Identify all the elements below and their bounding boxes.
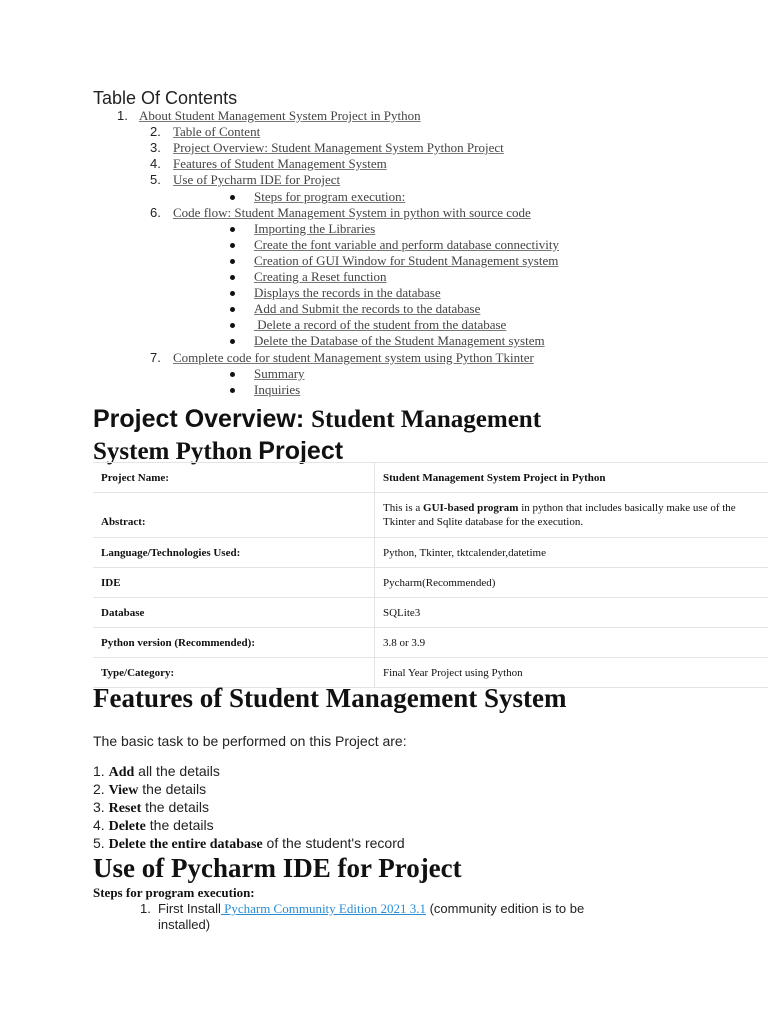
toc-link[interactable]: Features of Student Management System — [173, 156, 387, 171]
toc-item[interactable] — [150, 124, 260, 140]
toc-link[interactable]: Steps for program execution: — [254, 189, 406, 204]
list-number: 2. — [93, 781, 109, 797]
features-heading: Features of Student Management System — [93, 683, 567, 713]
table-row — [93, 493, 768, 538]
list-item — [93, 816, 214, 834]
list-item — [93, 798, 209, 816]
list-bold: Reset — [108, 801, 142, 816]
toc-link[interactable]: Delete a record of the student from the database — [254, 317, 507, 332]
bullet-icon — [230, 291, 235, 296]
steps-label: Steps for program execution: — [93, 885, 255, 900]
toc-item[interactable] — [150, 350, 534, 366]
table-key: Language/Technologies Used: — [93, 538, 375, 568]
step-text: First Install — [158, 901, 221, 916]
toc-item[interactable] — [254, 366, 305, 382]
list-number: 5. — [93, 835, 109, 851]
step-text: (community edition is to be — [425, 901, 585, 916]
list-bold: Add — [108, 765, 135, 780]
toc-link[interactable]: Code flow: Student Management System in python with source code — [173, 205, 531, 220]
bullet-icon — [230, 388, 235, 393]
pycharm-heading: Use of Pycharm IDE for Project — [93, 853, 462, 883]
table-key: Type/Category: — [93, 658, 375, 688]
toc-item[interactable] — [254, 237, 559, 253]
features-intro: The basic task to be performed on this Project are: — [93, 733, 407, 749]
toc-item-number: 6. — [150, 205, 161, 220]
list-text: the details — [138, 781, 207, 797]
toc-item[interactable] — [254, 382, 300, 398]
bullet-icon — [230, 227, 235, 232]
toc-link[interactable]: Table of Content — [173, 124, 261, 139]
list-item — [93, 780, 206, 798]
list-number: 1. — [140, 901, 151, 916]
table-value: Python, Tkinter, tktcalender,datetime — [375, 538, 768, 568]
table-value: SQLite3 — [375, 598, 768, 628]
toc-item-number: 3. — [150, 140, 161, 155]
list-number: 3. — [93, 799, 109, 815]
step-text-continued: installed) — [158, 917, 211, 932]
bullet-icon — [230, 372, 235, 377]
toc-link[interactable]: Inquiries — [254, 382, 301, 397]
toc-item[interactable] — [150, 172, 340, 188]
list-bold: View — [108, 783, 139, 798]
overview-heading-part: Project — [258, 437, 344, 465]
table-row — [93, 598, 768, 628]
toc-item-number: 1. — [117, 108, 128, 123]
list-text: the details — [141, 799, 209, 815]
table-value-text: in python that includes basically make use of the Tkinter and Sqlite database for the execution. — [383, 502, 736, 528]
toc-item[interactable] — [254, 189, 405, 205]
pycharm-download-link[interactable]: Pycharm Community Edition 2021 3.1 — [220, 901, 426, 916]
toc-item[interactable] — [254, 317, 506, 333]
table-row — [93, 463, 768, 493]
table-value-text: This is a — [383, 502, 424, 514]
toc-item-number: 7. — [150, 350, 161, 365]
bullet-icon — [230, 323, 235, 328]
overview-heading-part: Student Management — [311, 406, 542, 433]
toc-link[interactable]: Use of Pycharm IDE for Project — [173, 172, 341, 187]
toc-item-number: 4. — [150, 156, 161, 171]
list-bold: Delete — [108, 819, 146, 834]
project-info-table — [93, 462, 768, 688]
toc-link[interactable]: Create the font variable and perform database connectivity — [254, 237, 560, 252]
toc-link[interactable]: Complete code for student Management system using Python Tkinter — [173, 350, 534, 365]
table-value-bold: GUI-based program — [423, 502, 519, 514]
list-text: of the student's record — [262, 835, 405, 851]
toc-link[interactable]: Creation of GUI Window for Student Management system — [254, 253, 559, 268]
toc-item[interactable] — [254, 269, 387, 285]
toc-item[interactable] — [150, 205, 531, 221]
toc-link[interactable]: Project Overview: Student Management System Python Project — [173, 140, 504, 155]
toc-item[interactable] — [150, 140, 504, 156]
table-row — [93, 568, 768, 598]
bullet-icon — [230, 195, 235, 200]
toc-item[interactable] — [150, 156, 387, 172]
bullet-icon — [230, 243, 235, 248]
toc-link[interactable]: Creating a Reset function — [254, 269, 387, 284]
table-row — [93, 628, 768, 658]
table-row — [93, 538, 768, 568]
list-number: 1. — [93, 763, 109, 779]
toc-link[interactable]: Summary — [254, 366, 305, 381]
list-bold: Delete the entire database — [108, 837, 263, 852]
table-value: Student Management System Project in Python — [375, 463, 768, 493]
bullet-icon — [230, 275, 235, 280]
toc-item-number: 5. — [150, 172, 161, 187]
toc-item[interactable] — [254, 301, 480, 317]
list-text: the details — [145, 817, 214, 833]
toc-item[interactable] — [254, 285, 441, 301]
toc-title: Table Of Contents — [93, 88, 238, 108]
toc-item-number: 2. — [150, 124, 161, 139]
toc-item[interactable] — [254, 253, 558, 269]
toc-item[interactable] — [254, 221, 375, 237]
overview-heading-part: Project Overview: — [93, 405, 312, 433]
toc-link[interactable]: Importing the Libraries — [254, 221, 376, 236]
toc-item[interactable] — [254, 333, 545, 349]
table-key: IDE — [93, 568, 375, 598]
bullet-icon — [230, 259, 235, 264]
list-item — [93, 834, 405, 852]
toc-link[interactable]: Add and Submit the records to the database — [254, 301, 481, 316]
table-key: Project Name: — [93, 463, 375, 493]
table-key: Abstract: — [93, 493, 375, 538]
table-key: Python version (Recommended): — [93, 628, 375, 658]
toc-item[interactable] — [117, 108, 421, 124]
bullet-icon — [230, 307, 235, 312]
list-item — [140, 901, 660, 933]
bullet-icon — [230, 339, 235, 344]
overview-heading-part: System Python — [93, 438, 259, 465]
list-text: all the details — [134, 763, 220, 779]
table-value: Final Year Project using Python — [375, 658, 768, 688]
toc-link[interactable]: About Student Management System Project in Python — [139, 108, 421, 123]
toc-link[interactable]: Displays the records in the database — [254, 285, 441, 300]
list-number: 4. — [93, 817, 109, 833]
table-value — [375, 493, 768, 538]
toc-link[interactable]: Delete the Database of the Student Management system — [254, 333, 545, 348]
table-key: Database — [93, 598, 375, 628]
table-value: 3.8 or 3.9 — [375, 628, 768, 658]
list-item — [93, 762, 220, 780]
table-value: Pycharm(Recommended) — [375, 568, 768, 598]
